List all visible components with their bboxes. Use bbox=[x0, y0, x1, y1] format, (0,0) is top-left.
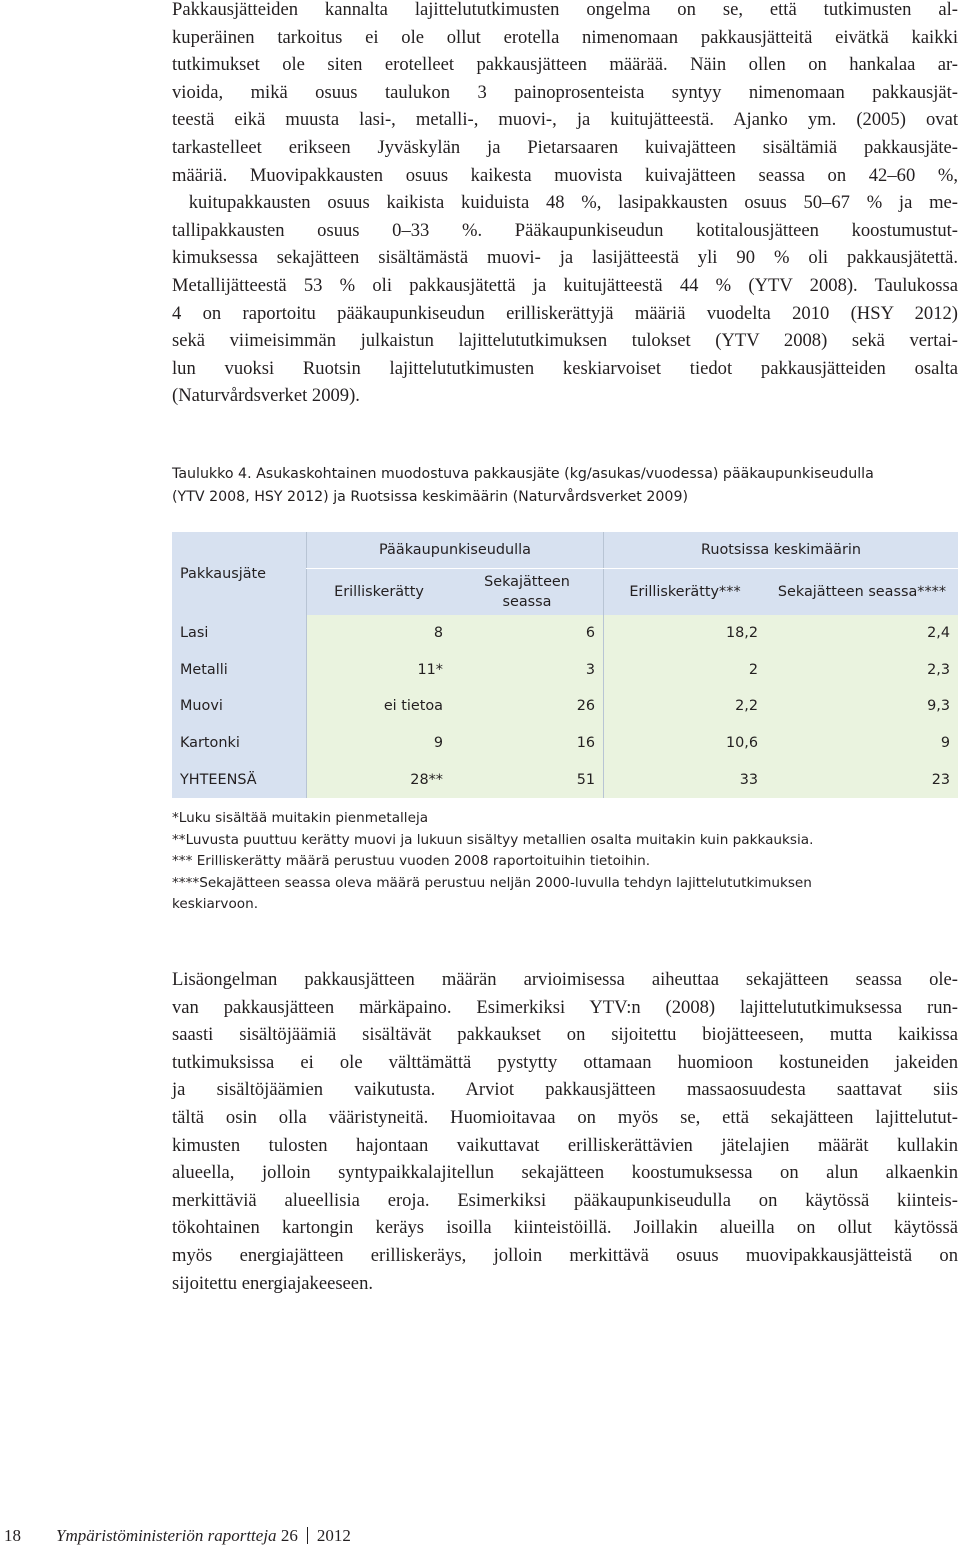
text-line: sijoitettu energiajakeeseen. bbox=[172, 1272, 374, 1294]
publication-title: Ympäristöministeriön raportteja bbox=[56, 1526, 277, 1545]
text-line: kimusten tulosten hajontaan vaikuttavat erilliskerättävien jätelajien määrät kullakin bbox=[172, 1134, 958, 1156]
table-cell: 6 bbox=[451, 615, 604, 652]
table-cell: 9 bbox=[307, 725, 452, 762]
text-line: tältä osin olla vääristyneitä. Huomioitavaa on myös se, että sekajätteen lajittelutut- bbox=[172, 1106, 958, 1128]
table-cell: 2,4 bbox=[766, 615, 958, 652]
table-cell: 26 bbox=[451, 688, 604, 725]
footnote: ****Sekajätteen seassa oleva määrä perustuu neljän 2000-luvulla tehdyn lajittelututkimuksen bbox=[172, 874, 812, 891]
text-line: merkittäviä alueellisia eroja. Esimerkiksi pääkaupunkiseudulla on käytössä kiinteis- bbox=[172, 1189, 958, 1211]
header-col-se-separately-collected: Erilliskerätty*** bbox=[604, 569, 767, 616]
header-packaging-type: Pakkausjäte bbox=[172, 532, 307, 615]
row-label-total: YHTEENSÄ bbox=[172, 761, 307, 798]
table-row bbox=[172, 615, 958, 652]
table-footnotes bbox=[172, 808, 958, 916]
header-col-mixed-waste-line1: Sekajätteen bbox=[484, 574, 570, 590]
table-cell: 23 bbox=[766, 761, 958, 798]
table-cell: 10,6 bbox=[604, 725, 767, 762]
publication-year: 2012 bbox=[316, 1526, 351, 1545]
table-cell: 16 bbox=[451, 725, 604, 762]
table-caption bbox=[172, 463, 958, 509]
table-row bbox=[172, 725, 958, 762]
packaging-waste-table bbox=[172, 532, 958, 798]
table-caption-line-2: (YTV 2008, HSY 2012) ja Ruotsissa keskimäärin (Naturvårdsverket 2009) bbox=[172, 489, 689, 505]
row-label: Muovi bbox=[172, 688, 307, 725]
table-cell: 9,3 bbox=[766, 688, 958, 725]
table-cell: ei tietoa bbox=[307, 688, 452, 725]
text-line: kimuksessa sekajätteen sisältämästä muovi- ja lasijätteestä yli 90 % oli pakkausjätettä. bbox=[172, 247, 958, 269]
table-cell: 2,3 bbox=[766, 652, 958, 689]
row-label: Kartonki bbox=[172, 725, 307, 762]
header-col-se-mixed-waste: Sekajätteen seassa**** bbox=[766, 569, 958, 616]
text-line: vioida, mikä osuus taulukon 3 painoprosenteista syntyy nimenomaan pakkausjät- bbox=[172, 81, 958, 103]
table-row bbox=[172, 688, 958, 725]
text-line: Pakkausjätteiden kannalta lajittelututkimusten ongelma on se, että tutkimusten al- bbox=[172, 0, 958, 20]
row-label: Metalli bbox=[172, 652, 307, 689]
header-group-sweden: Ruotsissa keskimäärin bbox=[604, 532, 959, 569]
text-line: kuitupakkausten osuus kaikista kuiduista 48 %, lasipakkausten osuus 50–67 % ja me- bbox=[172, 192, 958, 214]
text-line: Metallijätteestä 53 % oli pakkausjätettä ja kuitujätteestä 44 % (YTV 2008). Taulukossa bbox=[172, 274, 958, 296]
table-cell: 28** bbox=[307, 761, 452, 798]
row-label: Lasi bbox=[172, 615, 307, 652]
table-cell: 18,2 bbox=[604, 615, 767, 652]
text-line: Lisäongelman pakkausjätteen määrän arvioimisessa aiheuttaa sekajätteen seassa ole- bbox=[172, 969, 958, 990]
text-line: tarkastelleet erikseen Jyväskylän ja Pietarsaaren kuivajätteen sisältämiä pakkausjäte- bbox=[172, 136, 958, 158]
text-line: ja sisältöjäämien vaikutusta. Arviot pakkausjätteen massaosuudesta saattavat siis bbox=[172, 1079, 958, 1101]
body-paragraph-1 bbox=[172, 0, 958, 410]
footer-divider bbox=[307, 1527, 308, 1544]
header-col-mixed-waste-line2: seassa bbox=[502, 594, 552, 610]
table-caption-line-1: Taulukko 4. Asukaskohtainen muodostuva pakkausjäte (kg/asukas/vuodessa) pääkaupunkiseudulla bbox=[172, 466, 874, 482]
text-line: tutkimuksissa ei ole välttämättä pystytty ottamaan huomioon kostuneiden jakeiden bbox=[172, 1051, 958, 1073]
table-cell: 11* bbox=[307, 652, 452, 689]
page-number: 18 bbox=[4, 1526, 21, 1545]
text-line: tutkimukset ole siten erotelleet pakkausjätteen määrää. Näin ollen on hankalaa ar- bbox=[172, 54, 958, 76]
text-line: tökohtainen kartongin keräys isoilla kiinteistöillä. Joillakin alueilla on ollut käytössä bbox=[172, 1217, 958, 1239]
footnote: *Luku sisältää muitakin pienmetalleja bbox=[172, 810, 429, 826]
header-group-capital-region: Pääkaupunkiseudulla bbox=[307, 532, 604, 569]
text-line: lun vuoksi Ruotsin lajittelututkimusten keskiarvoiset tiedot pakkausjätteiden osalta bbox=[172, 357, 958, 379]
table-cell: 8 bbox=[307, 615, 452, 652]
text-line: van pakkausjätteen märkäpaino. Esimerkiksi YTV:n (2008) lajittelututkimuksessa run- bbox=[172, 996, 958, 1018]
header-col-separately-collected: Erilliskerätty bbox=[307, 569, 452, 616]
text-line: 4 on raportoitu pääkaupunkiseudun erilliskerättyjä määriä vuodelta 2010 (HSY 2012) bbox=[172, 302, 958, 324]
text-line: tallipakkausten osuus 0–33 %. Pääkaupunkiseudun kotitalousjätteen koostumustut- bbox=[172, 219, 958, 241]
table-cell: 3 bbox=[451, 652, 604, 689]
table-row-total bbox=[172, 761, 958, 798]
text-line: alueella, jolloin syntypaikkalajitellun sekajätteen koostumuksessa on alun alkaenkin bbox=[172, 1162, 958, 1184]
text-line: teestä eikä muusta lasi-, metalli-, muovi-, ja kuitujätteestä. Ajanko ym. (2005) ovat bbox=[172, 109, 958, 131]
footnote: **Luvusta puuttuu kerätty muovi ja lukuun sisältyy metallien osalta muitakin kuin pakkauksia. bbox=[172, 831, 814, 848]
table-cell: 9 bbox=[766, 725, 958, 762]
text-line: kuperäinen tarkoitus ei ole ollut erotella nimenomaan pakkausjätteitä eivätkä kaikki bbox=[172, 26, 958, 48]
table-cell: 33 bbox=[604, 761, 767, 798]
text-line: (Naturvårdsverket 2009). bbox=[172, 385, 360, 407]
text-line: saasti sisältöjäämiä sisältävät pakkaukset on sijoitettu biojätteeseen, mutta kaikissa bbox=[172, 1024, 958, 1046]
page-footer bbox=[4, 1526, 351, 1546]
text-line: myös energiajätteen erilliskeräys, jolloin merkittävä osuus muovipakkausjätteistä on bbox=[172, 1244, 958, 1266]
footnote: keskiarvoon. bbox=[172, 896, 259, 912]
table-cell: 2 bbox=[604, 652, 767, 689]
body-paragraph-2 bbox=[172, 966, 958, 1297]
table-row bbox=[172, 652, 958, 689]
text-line: sekä viimeisimmän julkaistun lajittelututkimuksen tulokset (YTV 2008) sekä vertai- bbox=[172, 330, 958, 352]
table-cell: 51 bbox=[451, 761, 604, 798]
text-line: määriä. Muovipakkausten osuus kaikesta muovista kuivajätteen seassa on 42–60 %, bbox=[172, 164, 958, 186]
table-cell: 2,2 bbox=[604, 688, 767, 725]
header-col-mixed-waste bbox=[451, 569, 604, 616]
issue-number: 26 bbox=[280, 1526, 298, 1545]
footnote: *** Erilliskerätty määrä perustuu vuoden 2008 raportoituihin tietoihin. bbox=[172, 853, 651, 869]
